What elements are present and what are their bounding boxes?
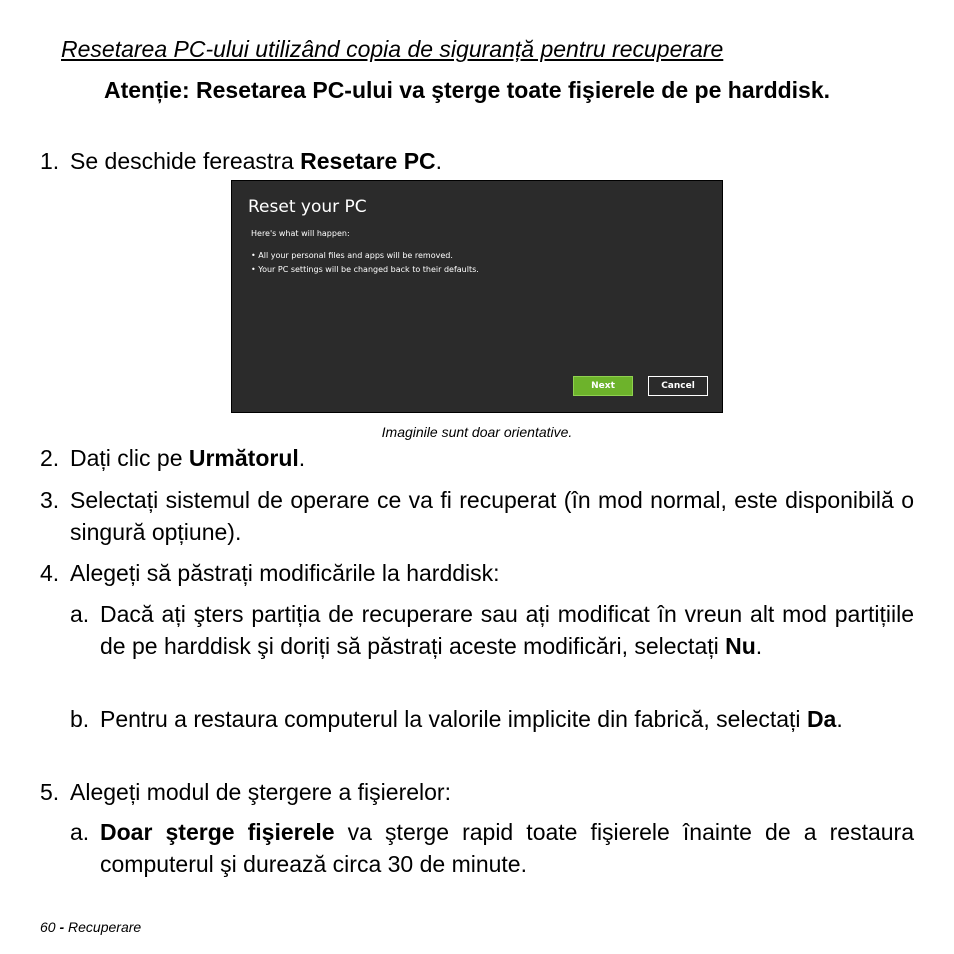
dialog-title: Reset your PC <box>248 197 367 217</box>
step-4b-letter: b. <box>70 706 90 732</box>
step-5-number: 5. <box>40 779 60 805</box>
step-5a-letter: a. <box>70 819 90 845</box>
page-footer: 60 - Recuperare <box>40 919 142 935</box>
image-caption: Imaginile sunt doar orientative. <box>381 424 573 440</box>
reset-pc-dialog-image <box>231 180 723 413</box>
step-2-number: 2. <box>40 445 60 471</box>
section-heading: Resetarea PC-ului utilizând copia de siguranță pentru recuperare <box>61 36 724 62</box>
step-4a: Dacă ați şters partiția de recuperare sau ați modificat în vreun alt mod partițiile de pe harddisk şi doriți să păstrați aceste modificări, selectați Nu. <box>100 601 914 659</box>
step-4-number: 4. <box>40 560 60 586</box>
step-4a-letter: a. <box>70 601 90 627</box>
step-5a: Doar şterge fişierele va şterge rapid toate fişierele înainte de a restaura computerul şi durează circa 30 de minute. <box>100 819 914 877</box>
warning-note: Atenție: Resetarea PC-ului va şterge toate fişierele de pe harddisk. <box>104 77 831 103</box>
step-1-number: 1. <box>40 148 60 174</box>
step-1: Se deschide fereastra Resetare PC. <box>70 148 443 174</box>
step-4b: Pentru a restaura computerul la valorile implicite din fabrică, selectați Da. <box>100 706 843 732</box>
step-5: Alegeți modul de ştergere a fişierelor: <box>70 779 451 805</box>
next-button[interactable]: Next <box>573 376 633 396</box>
dialog-bullet-2: • Your PC settings will be changed back to their defaults. <box>251 265 479 274</box>
step-2: Dați clic pe Următorul. <box>70 445 306 471</box>
dialog-subtitle: Here's what will happen: <box>251 229 350 238</box>
dialog-bullet-1: • All your personal files and apps will be removed. <box>251 251 453 260</box>
cancel-button[interactable]: Cancel <box>648 376 708 396</box>
step-3: Selectați sistemul de operare ce va fi recuperat (în mod normal, este disponibilă o singură opțiune). <box>70 487 914 545</box>
step-4: Alegeți să păstrați modificările la harddisk: <box>70 560 500 586</box>
step-3-number: 3. <box>40 487 60 513</box>
